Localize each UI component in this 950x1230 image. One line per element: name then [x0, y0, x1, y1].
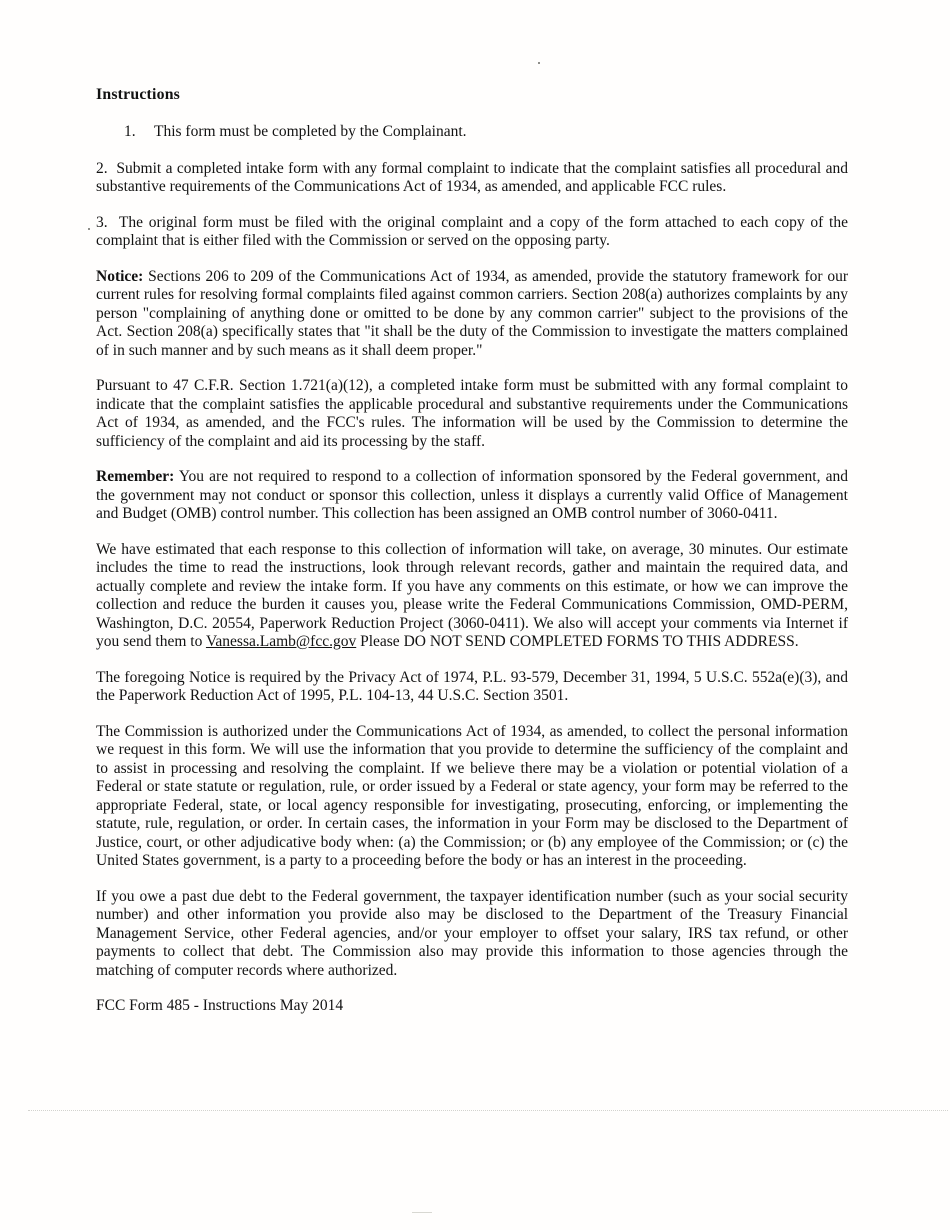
instruction-item-2 [96, 160, 848, 197]
scan-artifact [412, 1212, 432, 1213]
paragraph-pursuant [96, 377, 848, 451]
pursuant-text: Pursuant to 47 C.F.R. Section 1.721(a)(12), a completed intake form must be submitted with any formal complaint to indicate that the complaint satisfies the applicable procedural and substantive requirements under the Communications Act of 1934, as amended, and the FCC's rules. The information will be used by the Commission to determine the sufficiency of the complaint and aid its processing by the staff. [96, 377, 848, 450]
remember-lead: Remember: [96, 468, 175, 485]
item-number: 1. [124, 123, 136, 140]
paragraph-foregoing [96, 669, 848, 706]
item-text: The original form must be filed with the original complaint and a copy of the form attached to each copy of the complaint that is either filed with the Commission or served on the opposing party. [96, 213, 848, 249]
page-footer: FCC Form 485 - Instructions May 2014 [96, 997, 344, 1014]
debt-text: If you owe a past due debt to the Federal government, the taxpayer identification number (such as your social security number) and other information you provide also may be disclosed to the Department of the Treasury Financial Management Service, other Federal agencies, and/or your employer to offset your salary, IRS tax refund, or other payments to collect that debt. The Commission also may provide this information to those agencies through the matching of computer records where authorized. [96, 887, 848, 979]
estimate-text-before: We have estimated that each response to this collection of information will take, on average, 30 minutes. Our estimate includes the time to read the instructions, look through relevant records, gather and maintain the required data, and actually complete and review the intake form. If you have any comments on this estimate, or how we can improve the collection and reduce the burden it causes you, please write the Federal Communications Commission, OMD-PERM, Washington, D.C. 20554, Paperwork Reduction Project (3060-0411). We also will accept your comments via Internet if you send them to [96, 540, 848, 650]
paragraph-debt [96, 888, 848, 981]
item-number: 3. [96, 213, 108, 231]
scan-artifact [538, 62, 540, 64]
paragraph-remember [96, 468, 848, 524]
instruction-item-1 [96, 123, 848, 142]
remember-text: You are not required to respond to a collection of information sponsored by the Federal government, and the government may not conduct or sponsor this collection, unless it displays a currently valid Office of Management and Budget (OMB) control number. This collection has been assigned an OMB control number of 3060-0411. [96, 468, 848, 522]
instruction-item-3 [96, 214, 848, 251]
estimate-text-after: Please DO NOT SEND COMPLETED FORMS TO THIS ADDRESS. [356, 633, 799, 650]
notice-lead: Notice: [96, 267, 144, 285]
paragraph-notice [96, 268, 848, 361]
commission-text: The Commission is authorized under the Communications Act of 1934, as amended, to collect the personal information we request in this form. We will use the information that you provide to determine the sufficiency of the complaint and to assist in processing and resolving the complaint. If we believe there may be a violation or potential violation of a Federal or state statute or regulation, rule, or order issued by a Federal or state agency, your form may be referred to the appropriate Federal, state, or local agency responsible for investigating, prosecuting, enforcing, or implementing the statute, rule, regulation, or order. In certain cases, the information in your Form may be disclosed to the Department of Justice, court, or other adjudicative body when: (a) the Commission; or (b) any employee of the Commission; or (c) the United States government, is a party to a proceeding before the body or has an interest in the proceeding. [96, 722, 848, 869]
email-link[interactable]: Vanessa.Lamb@fcc.gov [205, 633, 357, 650]
item-number: 2. [96, 159, 108, 177]
document-content [96, 86, 848, 1015]
foregoing-text: The foregoing Notice is required by the Privacy Act of 1974, P.L. 93-579, December 31, 1994, 5 U.S.C. 552a(e)(3), and the Paperwork Reduction Act of 1995, P.L. 104-13, 44 U.S.C. Section 3501. [96, 668, 848, 704]
paragraph-estimate [96, 541, 848, 652]
paragraph-commission [96, 723, 848, 871]
page-title: Instructions [96, 86, 181, 103]
scan-artifact [88, 228, 90, 230]
item-text: This form must be completed by the Complainant. [154, 123, 467, 140]
scan-dotted-line [28, 1110, 948, 1111]
notice-text: Sections 206 to 209 of the Communications Act of 1934, as amended, provide the statutory framework for our current rules for resolving formal complaints filed against common carriers. Section 208(a) authorizes complaints by any person "complaining of anything done or omitted to be done by any common carrier" subject to the provisions of the Act. Section 208(a) specifically states that "it shall be the duty of the Commission to investigate the matters complained of in such manner and by such means as it shall deem proper." [96, 267, 848, 359]
item-text: Submit a completed intake form with any formal complaint to indicate that the complaint satisfies all procedural and substantive requirements of the Communications Act of 1934, as amended, and applicable FCC rules. [96, 159, 848, 195]
